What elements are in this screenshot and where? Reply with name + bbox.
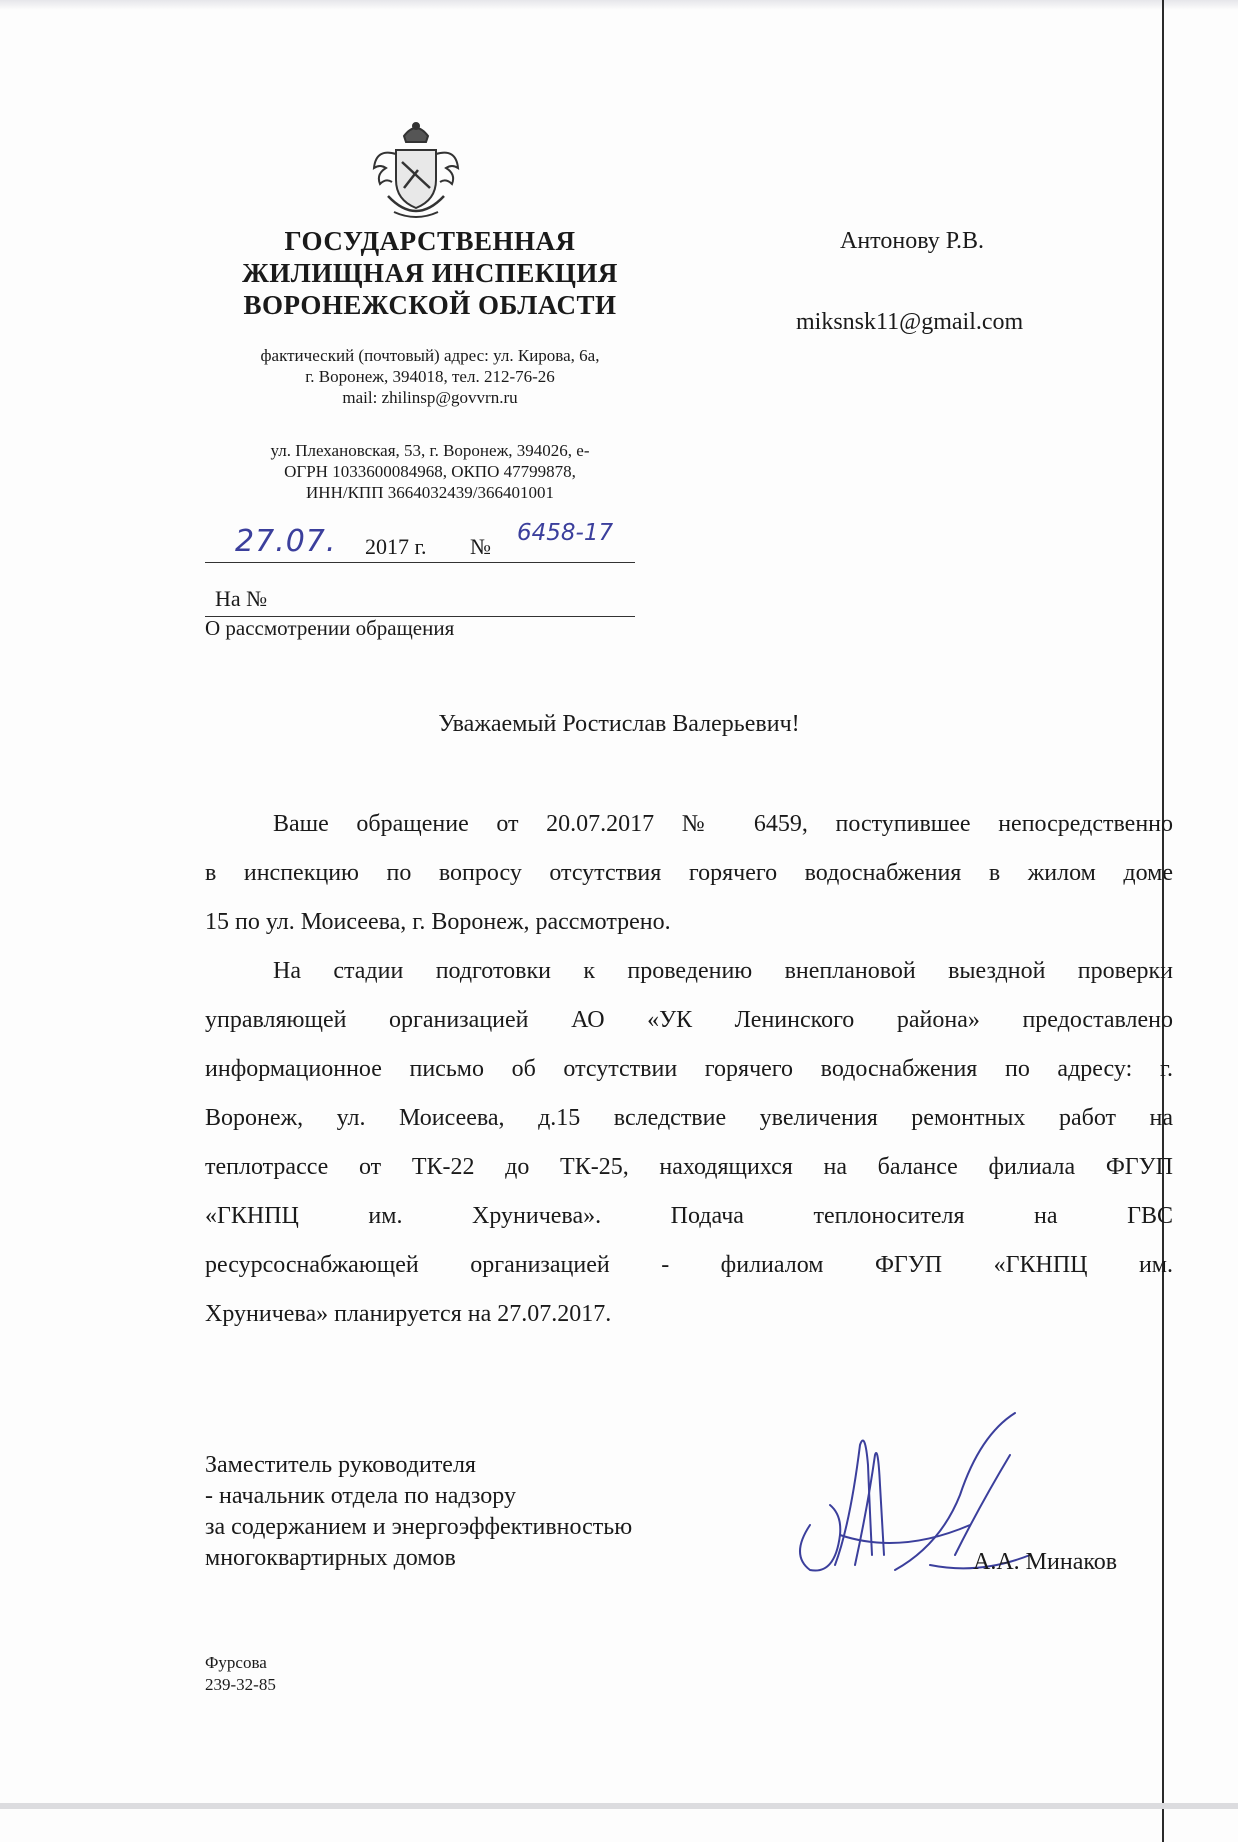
signer-name: А.А. Минаков bbox=[973, 1549, 1118, 1575]
letter-body bbox=[205, 800, 1173, 1339]
body-line: На стадии подготовки к проведению внеплановой выездной проверки bbox=[273, 958, 1173, 984]
scan-top-edge bbox=[0, 0, 1238, 10]
body-line: 15 по ул. Моисеева, г. Воронеж, рассмотрено. bbox=[205, 909, 671, 935]
org-name-line: ЖИЛИЩНАЯ ИНСПЕКЦИЯ bbox=[242, 258, 618, 288]
body-line: в инспекцию по вопросу отсутствия горячего водоснабжения в жилом доме bbox=[205, 860, 1173, 886]
body-line: информационное письмо об отсутствии горячего водоснабжения по адресу: г. bbox=[205, 1056, 1173, 1082]
reply-to-line bbox=[205, 586, 635, 617]
position-line: за содержанием и энергоэффективностью bbox=[205, 1514, 633, 1540]
registration-line bbox=[205, 520, 635, 563]
position-line: - начальник отдела по надзору bbox=[205, 1483, 516, 1509]
number-label: № bbox=[470, 534, 491, 559]
registration-year: 2017 г. bbox=[365, 534, 427, 559]
voronezh-coat-of-arms-icon bbox=[366, 118, 466, 230]
email-line: mail: zhilinsp@govvrn.ru bbox=[342, 388, 518, 407]
org-name-line: ГОСУДАРСТВЕННАЯ bbox=[284, 226, 576, 256]
body-line: Ваше обращение от 20.07.2017 № 6459, поступившее непосредственно bbox=[273, 811, 1173, 837]
position-line: многоквартирных домов bbox=[205, 1545, 456, 1571]
body-line: «ГКНПЦ им. Хруничева». Подача теплоносителя на ГВС bbox=[205, 1203, 1173, 1229]
reply-to-label: На № bbox=[215, 586, 268, 611]
body-line: Воронеж, ул. Моисеева, д.15 вследствие увеличения ремонтных работ на bbox=[205, 1105, 1173, 1131]
greeting: Уважаемый Ростислав Валерьевич! bbox=[438, 711, 800, 737]
position-line: Заместитель руководителя bbox=[205, 1452, 476, 1478]
ogrn-line: ОГРН 1033600084968, ОКПО 47799878, bbox=[284, 462, 576, 481]
body-line: ресурсоснабжающей организацией - филиалом ФГУП «ГКНПЦ им. bbox=[205, 1252, 1173, 1278]
actual-address bbox=[205, 345, 655, 408]
org-name-line: ВОРОНЕЖСКОЙ ОБЛАСТИ bbox=[243, 290, 617, 320]
organization-name bbox=[205, 225, 655, 321]
recipient-name: Антонову Р.В. bbox=[840, 228, 985, 254]
legal-address bbox=[205, 440, 655, 503]
handwritten-number: 6458-17 bbox=[517, 520, 614, 546]
executor-info bbox=[205, 1652, 276, 1696]
body-line: Хруничева» планируется на 27.07.2017. bbox=[205, 1301, 612, 1327]
inn-line: ИНН/КПП 3664032439/366401001 bbox=[306, 483, 554, 502]
address-line: фактический (почтовый) адрес: ул. Кирова, 6а, bbox=[260, 346, 600, 365]
executor-name: Фурсова bbox=[205, 1653, 267, 1672]
body-line: управляющей организацией АО «УК Ленинского района» предоставлено bbox=[205, 1007, 1173, 1033]
address-line: ул. Плехановская, 53, г. Воронеж, 394026, е- bbox=[270, 441, 590, 460]
body-line: теплотрассе от ТК-22 до ТК-25, находящихся на балансе филиала ФГУП bbox=[205, 1154, 1173, 1180]
signer-position bbox=[205, 1450, 632, 1574]
recipient-email: miksnsk11@gmail.com bbox=[796, 309, 1024, 335]
letter-subject: О рассмотрении обращения bbox=[205, 616, 455, 640]
scan-bottom-edge bbox=[0, 1803, 1238, 1809]
handwritten-date: 27.07. bbox=[235, 524, 337, 559]
executor-phone: 239-32-85 bbox=[205, 1675, 276, 1694]
address-line: г. Воронеж, 394018, тел. 212-76-26 bbox=[305, 367, 555, 386]
